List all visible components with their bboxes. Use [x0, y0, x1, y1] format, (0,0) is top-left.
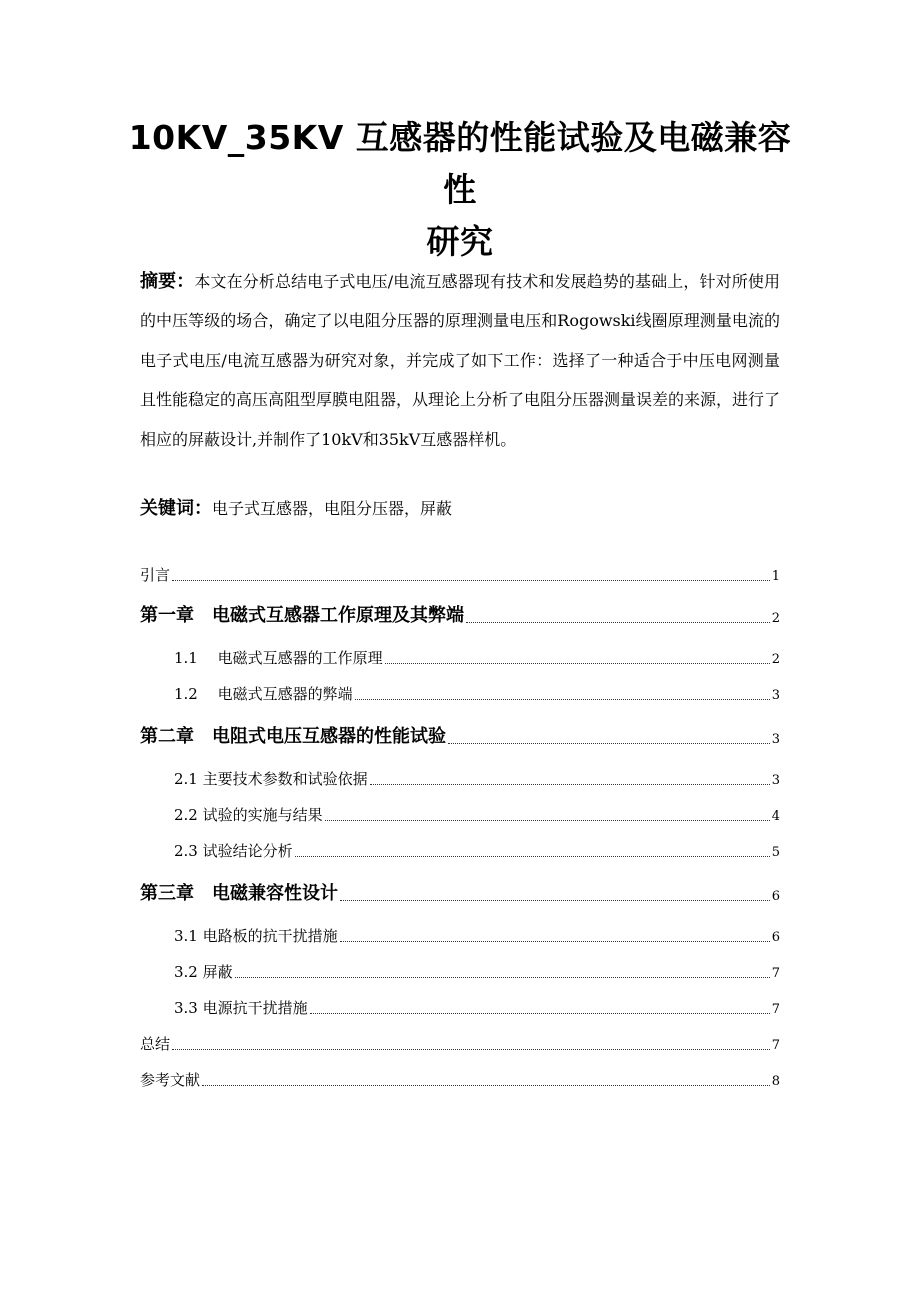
title-line-2: 研究 [426, 222, 494, 261]
abstract-paragraph [140, 262, 780, 459]
toc-entry-chapter[interactable] [140, 599, 780, 627]
toc-leader-dots [235, 977, 770, 978]
toc-entry-title: 2.3 试验结论分析 [174, 842, 293, 860]
toc-entry-title: 1.1 电磁式互感器的工作原理 [174, 649, 383, 667]
abstract-label: 摘要： [140, 271, 195, 292]
abstract-text: 本文在分析总结电子式电压/电流互感器现有技术和发展趋势的基础上，针对所使用的中压等级的场合，确定了以电阻分压器的原理测量电压和Rogowski线圈原理测量电流的电子式电压/电流互感器为研究对象，并完成了如下工作：选择了一种适合于中压电网测量且性能稳定的高压高阻型厚膜电阻器，从理论上分析了电阻分压器测量误差的来源，进行了相应的屏蔽设计,并制作了10kV和35kV互感器样机。 [140, 272, 781, 449]
toc-leader-dots [466, 622, 770, 623]
toc-entry-title: 2.1 主要技术参数和试验依据 [174, 770, 368, 788]
toc-entry-section[interactable] [174, 761, 780, 789]
toc-leader-dots [448, 743, 770, 744]
toc-leader-dots [172, 1049, 770, 1050]
keywords-label: 关键词： [140, 498, 212, 519]
toc-page-number: 3 [771, 732, 780, 747]
toc-entry-section[interactable] [174, 797, 780, 825]
toc-leader-dots [340, 941, 770, 942]
toc-page-number: 7 [771, 966, 780, 981]
toc-entry-title: 总结 [140, 1035, 171, 1053]
toc-leader-dots [370, 784, 770, 785]
toc-entry-section[interactable] [174, 990, 780, 1018]
toc-page-number: 5 [771, 845, 780, 860]
toc-leader-dots [202, 1085, 770, 1086]
toc-leader-dots [340, 900, 770, 901]
toc-entry-section[interactable] [174, 918, 780, 946]
toc-page-number: 6 [771, 930, 780, 945]
keywords-line [140, 494, 780, 524]
toc-entry-section[interactable] [174, 954, 780, 982]
toc-page-number: 4 [771, 809, 780, 824]
toc-leader-dots [295, 856, 770, 857]
title-line-1: 10KV_35KV 互感器的性能试验及电磁兼容性 [128, 118, 792, 209]
toc-entry-title: 第三章 电磁兼容性设计 [140, 883, 338, 904]
toc-entry[interactable] [140, 557, 780, 585]
toc-entry[interactable] [140, 1062, 780, 1090]
toc-entry-chapter[interactable] [140, 720, 780, 748]
toc-entry-title: 参考文献 [140, 1071, 201, 1089]
toc-page-number: 7 [771, 1002, 780, 1017]
toc-entry-title: 3.1 电路板的抗干扰措施 [174, 927, 338, 945]
toc-page-number: 2 [771, 652, 780, 667]
keywords-text: 电子式互感器，电阻分压器，屏蔽 [212, 499, 453, 518]
toc-entry-title: 3.2 屏蔽 [174, 963, 233, 981]
toc-page-number: 2 [771, 611, 780, 626]
toc-entry-section[interactable] [174, 640, 780, 668]
toc-entry-chapter[interactable] [140, 877, 780, 905]
toc-page-number: 7 [771, 1038, 780, 1053]
toc-page-number: 3 [771, 688, 780, 703]
document-title [120, 112, 800, 268]
toc-page-number: 6 [771, 889, 780, 904]
toc-entry-section[interactable] [174, 676, 780, 704]
toc-entry-title: 1.2 电磁式互感器的弊端 [174, 685, 353, 703]
toc-entry[interactable] [140, 1026, 780, 1054]
toc-page-number: 3 [771, 773, 780, 788]
toc-page-number: 1 [771, 569, 780, 584]
toc-leader-dots [385, 663, 770, 664]
toc-leader-dots [355, 699, 770, 700]
toc-entry-title: 第一章 电磁式互感器工作原理及其弊端 [140, 605, 464, 626]
toc-leader-dots [325, 820, 770, 821]
toc-entry-title: 第二章 电阻式电压互感器的性能试验 [140, 726, 446, 747]
toc-entry-title: 引言 [140, 566, 171, 584]
toc-entry-title: 3.3 电源抗干扰措施 [174, 999, 308, 1017]
toc-leader-dots [172, 580, 770, 581]
toc-leader-dots [310, 1013, 770, 1014]
toc-page-number: 8 [771, 1074, 780, 1089]
toc-entry-title: 2.2 试验的实施与结果 [174, 806, 323, 824]
toc-entry-section[interactable] [174, 833, 780, 861]
